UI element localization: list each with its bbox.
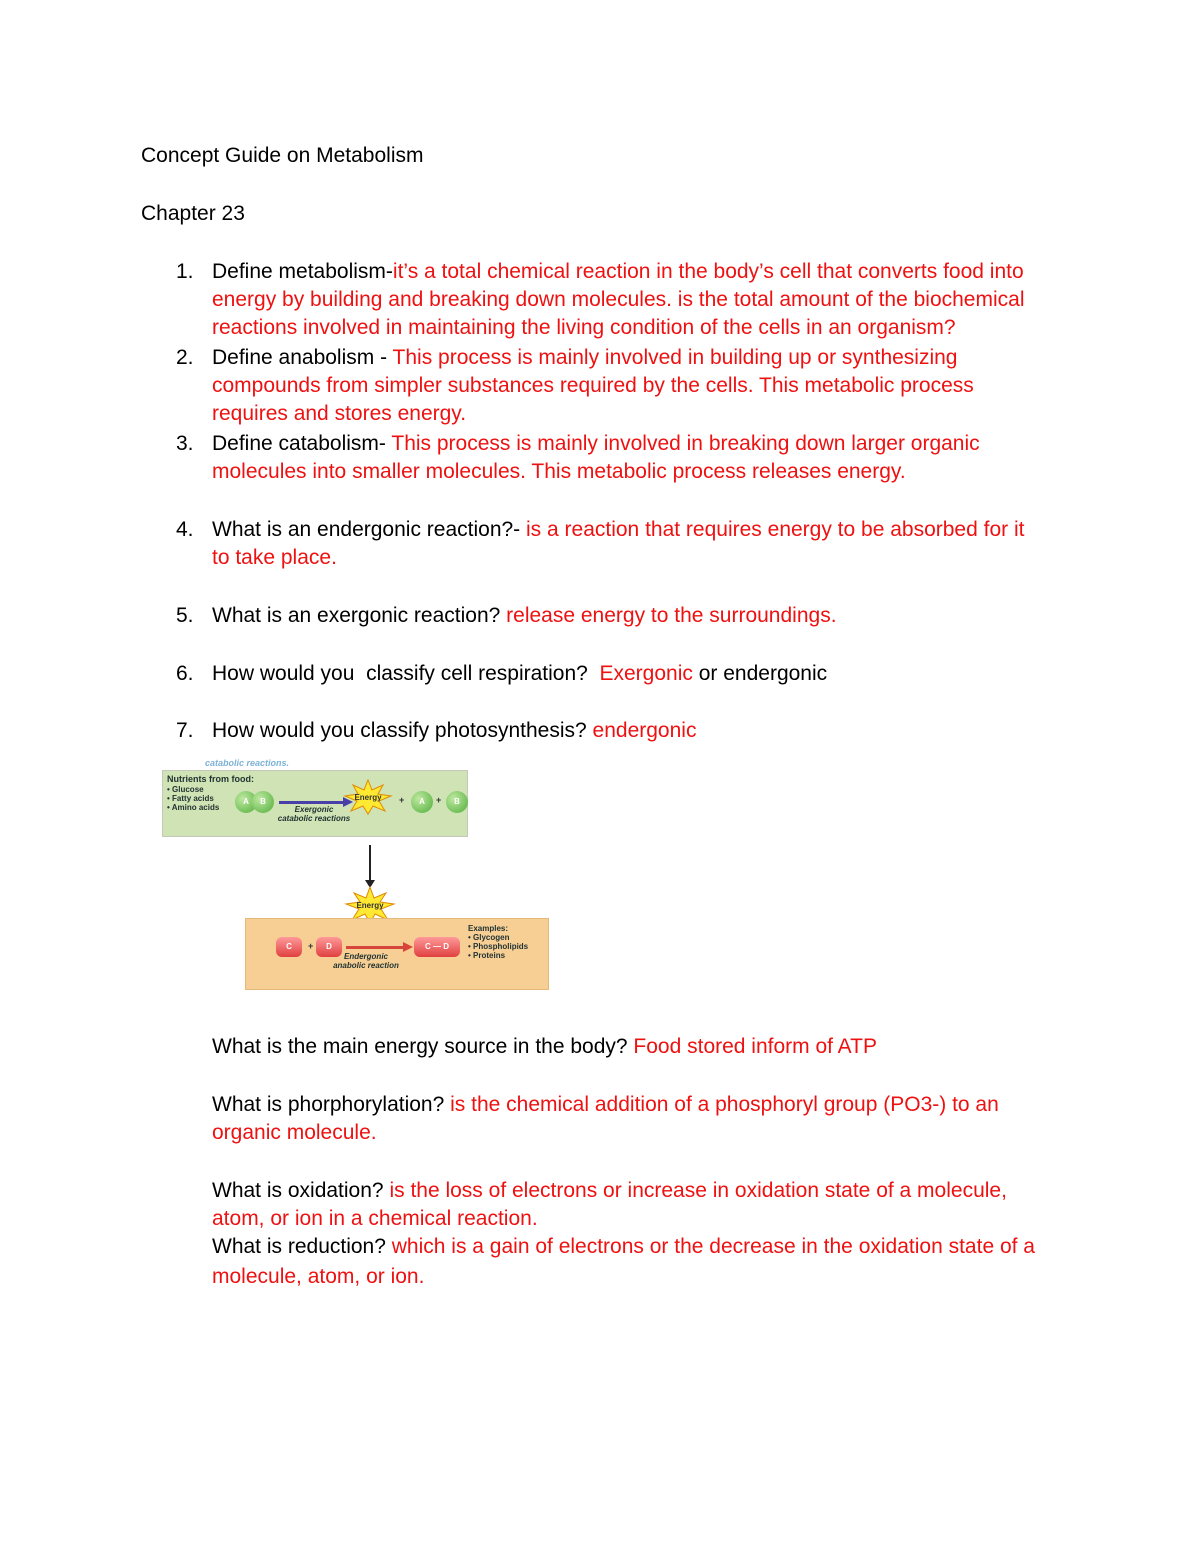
exergonic-label-line: catabolic reactions (277, 814, 351, 823)
question-answer: compounds from simpler substances required by the cells. This metabolic process (212, 374, 974, 397)
question-item (212, 516, 1024, 544)
question-prompt: Define anabolism - (212, 346, 393, 369)
plus-sign: + (399, 795, 405, 805)
followup-answer: Food stored inform of ATP (633, 1035, 877, 1058)
question-item (212, 344, 958, 372)
molecule-d: D (316, 937, 342, 957)
figure-caption: catabolic reactions. (205, 758, 290, 768)
nutrient-item: • Glucose (167, 785, 204, 794)
question-item (212, 602, 837, 630)
question-answer: This process is mainly involved in building up or synthesizing (392, 346, 958, 369)
molecule-b: B (252, 791, 274, 813)
question-number: 1. (176, 260, 194, 283)
question-number: 5. (176, 604, 194, 627)
energy-label: Energy (354, 793, 382, 802)
exergonic-label-line: Exergonic (294, 805, 334, 814)
question-number: 7. (176, 719, 194, 742)
plus-sign: + (308, 941, 314, 951)
question-prompt: What is an exergonic reaction? (212, 604, 507, 627)
question-item (212, 430, 980, 458)
nutrients-title: Nutrients from food: (167, 774, 254, 784)
followup-prompt: What is the main energy source in the body? (212, 1035, 634, 1058)
energy-star-icon (343, 779, 393, 815)
endergonic-label (326, 952, 406, 970)
question-suffix: or endergonic (692, 662, 828, 685)
question-prompt: How would you classify cell respiration? (212, 662, 600, 685)
question-answer: Exergonic (599, 662, 693, 685)
catabolic-arrow (279, 801, 344, 804)
molecule-cd: C — D (414, 937, 460, 957)
example-item: • Proteins (468, 951, 506, 960)
anabolic-arrow (346, 946, 404, 949)
nutrient-item: • Amino acids (167, 803, 220, 812)
molecule-b: B (446, 791, 468, 813)
followup-prompt: What is phorphorylation? (212, 1093, 451, 1116)
plus-sign: + (436, 795, 442, 805)
down-arrow-shaft (369, 845, 371, 883)
nutrient-item: • Fatty acids (167, 794, 214, 803)
question-answer: release energy to the surroundings. (506, 604, 837, 627)
question-item (212, 258, 1024, 286)
followup-answer: atom, or ion in a chemical reaction. (212, 1207, 538, 1230)
example-item: • Glycogen (468, 933, 510, 942)
molecule-a: A (411, 791, 433, 813)
followup-answer: is the loss of electrons or increase in oxidation state of a molecule, (389, 1179, 1007, 1202)
arrow-head-icon (403, 942, 413, 952)
followup-item (212, 1091, 999, 1119)
catabolic-panel (162, 770, 468, 837)
question-item (212, 660, 827, 688)
followup-item (212, 1233, 1035, 1261)
question-number: 4. (176, 518, 194, 541)
question-answer: it’s a total chemical reaction in the body’s cell that converts food into (392, 260, 1024, 283)
question-item (212, 717, 696, 745)
question-answer: This process is mainly involved in breaking down larger organic (391, 432, 980, 455)
question-prompt: What is an endergonic reaction?- (212, 518, 527, 541)
anabolic-panel (245, 918, 549, 990)
question-number: 6. (176, 662, 194, 685)
question-answer: energy by building and breaking down molecules. is the total amount of the biochemical (212, 288, 1025, 311)
question-number: 2. (176, 346, 194, 369)
question-prompt: Define catabolism- (212, 432, 392, 455)
question-answer: reactions involved in maintaining the living condition of the cells in an organism? (212, 316, 956, 339)
example-item: • Phospholipids (468, 942, 529, 951)
question-answer: is a reaction that requires energy to be absorbed for it (526, 518, 1025, 541)
followup-prompt: What is reduction? (212, 1235, 392, 1258)
molecule-c: C (276, 937, 302, 957)
question-answer: molecules into smaller molecules. This metabolic process releases energy. (212, 460, 906, 483)
followup-item (212, 1177, 1007, 1205)
nutrients-list (167, 785, 219, 812)
followup-answer: is the chemical addition of a phosphoryl group (PO3-) to an (450, 1093, 999, 1116)
question-answer: to take place. (212, 546, 337, 569)
question-answer: requires and stores energy. (212, 402, 467, 425)
molecule-d-label: D (443, 942, 449, 951)
examples-title: Examples: (468, 924, 509, 933)
document-title: Concept Guide on Metabolism (141, 144, 424, 167)
followup-prompt: What is oxidation? (212, 1179, 390, 1202)
molecule-c-label: C (424, 942, 431, 951)
energy-label: Energy (356, 901, 384, 910)
question-prompt: Define metabolism- (212, 260, 393, 283)
followup-answer: organic molecule. (212, 1121, 377, 1144)
followup-item (212, 1033, 877, 1061)
molecule-a: A (235, 791, 257, 813)
question-answer: endergonic (592, 719, 697, 742)
chapter-heading: Chapter 23 (141, 202, 245, 225)
followup-answer: molecule, atom, or ion. (212, 1265, 425, 1288)
endergonic-label-line: anabolic reaction (333, 961, 399, 970)
followup-answer: which is a gain of electrons or the decrease in the oxidation state of a (391, 1235, 1035, 1258)
examples-list (468, 933, 528, 960)
question-prompt: How would you classify photosynthesis? (212, 719, 593, 742)
endergonic-label-line: Endergonic (343, 952, 388, 961)
question-number: 3. (176, 432, 194, 455)
